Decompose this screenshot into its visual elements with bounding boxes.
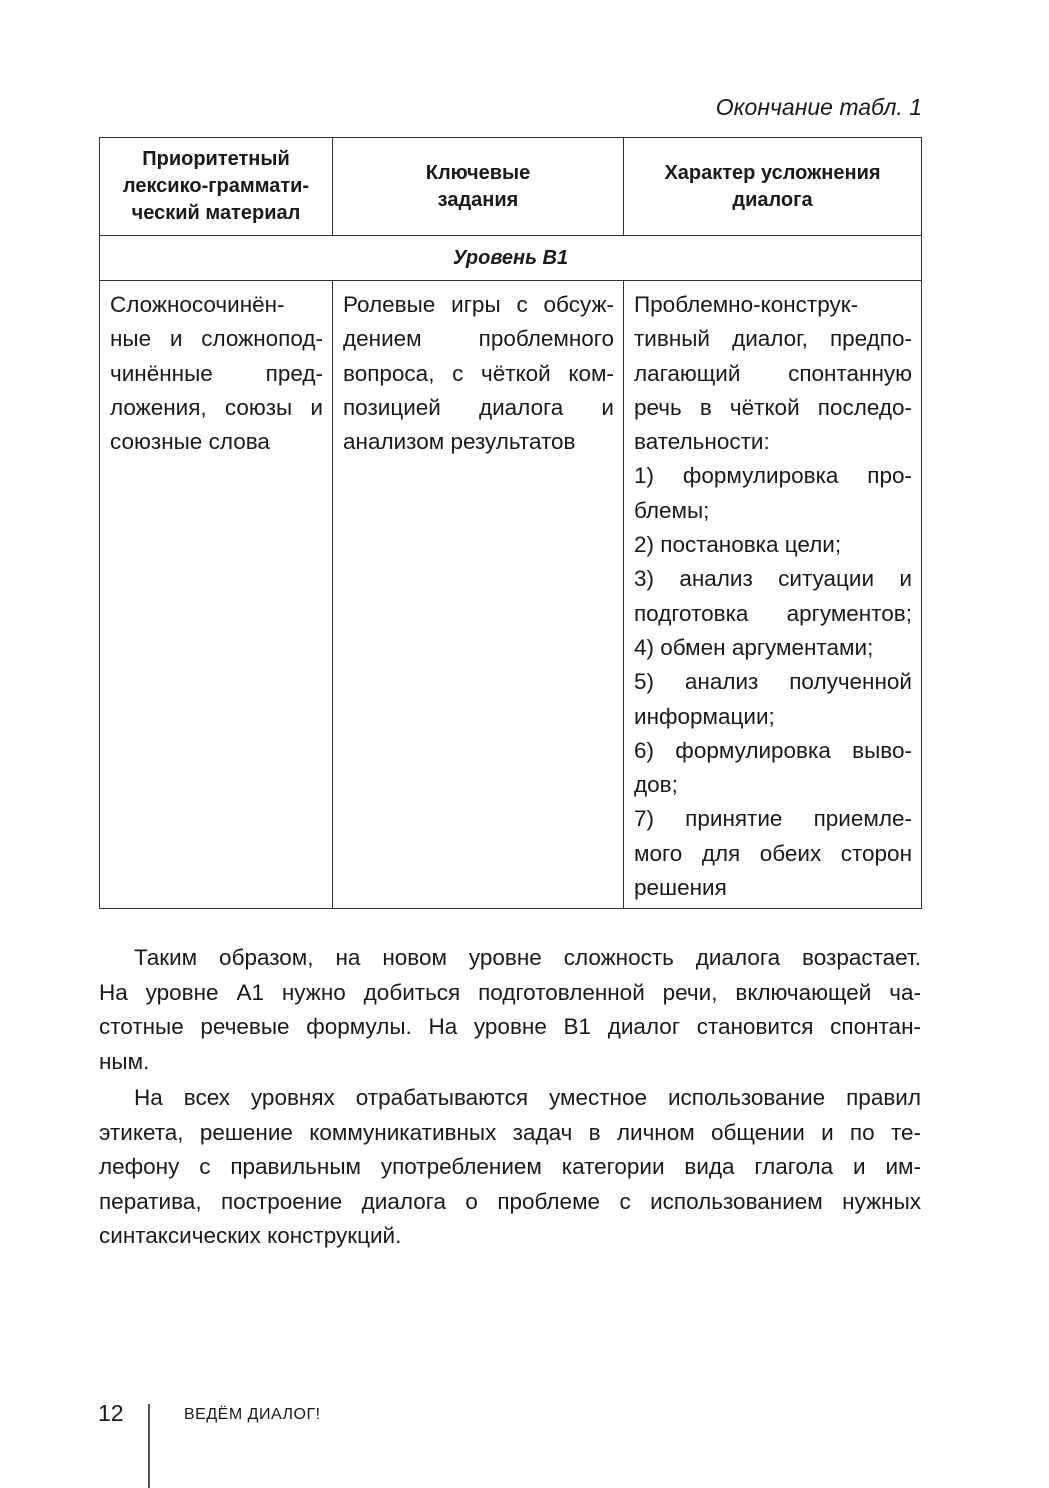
cell-line: 2) постановка цели; (634, 532, 842, 558)
paragraph-line: стотные речевые формулы. На уровне В1 диалог становится спонтан- (99, 1014, 921, 1040)
cell-line: вательности: (634, 429, 770, 455)
footer-divider (148, 1404, 150, 1488)
header-line: Ключевые (425, 161, 531, 184)
paragraph-line: лефону с правильным употреблением категории вида глагола и им- (99, 1154, 921, 1180)
cell-line: 6) формулировка выво- (634, 737, 912, 763)
paragraph-conclusion (99, 941, 921, 1079)
cell-line: дов; (634, 772, 678, 798)
header-line: Характер усложнения (664, 161, 881, 184)
cell-line: чинённые пред- (110, 360, 323, 386)
cell-line: Ролевые игры с обсуж- (343, 292, 614, 317)
header-material (100, 138, 333, 236)
cell-line: ложения, союзы и (110, 394, 323, 420)
cell-line: подготовка аргументов; (634, 600, 912, 626)
cell-line: позицией диалога и (343, 394, 614, 420)
running-title: ВЕДЁМ ДИАЛОГ! (184, 1406, 321, 1423)
table-header-row (100, 138, 922, 236)
header-dialog-complexity (624, 138, 922, 236)
cell-line: решения (634, 875, 727, 901)
paragraph-line: этикета, решение коммуникативных задач в личном общении и по те- (99, 1119, 921, 1145)
header-line: диалога (732, 188, 813, 211)
cell-line: ные и сложнопод- (110, 326, 323, 352)
level-label: Уровень B1 (100, 236, 922, 281)
paragraph-line: синтаксических конструкций. (99, 1223, 402, 1249)
paragraph-line: На уровне А1 нужно добиться подготовленной речи, включающей ча- (99, 979, 921, 1005)
cell-line: лагающий спонтанную (634, 360, 912, 386)
table-body-row (100, 281, 922, 909)
level-row (100, 236, 922, 281)
table-caption: Окончание табл. 1 (715, 94, 922, 120)
header-line: ческий материал (131, 202, 301, 224)
paragraph-line: На всех уровнях отрабатываются уместное использование правил (134, 1085, 921, 1110)
cell-line: союзные слова (110, 429, 270, 455)
cell-line: 4) обмен аргументами; (634, 634, 874, 660)
paragraph-line: ным. (99, 1048, 150, 1074)
cell-line: 1) формулировка про- (634, 463, 912, 489)
cell-line: анализом результатов (343, 429, 576, 455)
header-tasks (333, 138, 624, 236)
paragraph-line: Таким образом, на новом уровне сложность диалога возрастает. (134, 945, 921, 970)
levels-table (99, 137, 922, 909)
cell-line: 7) принятие приемле- (634, 806, 912, 832)
cell-line: речь в чёткой последо- (634, 394, 912, 420)
cell-line: 3) анализ ситуации и (634, 566, 912, 592)
cell-line: тивный диалог, предпо- (634, 326, 912, 352)
cell-line: Проблемно-конструк- (634, 292, 859, 317)
header-line: задания (437, 188, 519, 211)
paragraph-line: ператива, построение диалога о проблеме с использованием нужных (99, 1188, 921, 1214)
header-line: лексико-граммати- (122, 175, 310, 197)
cell-line: дением проблемного (343, 326, 614, 352)
cell-line: информации; (634, 703, 775, 729)
paragraph-all-levels (99, 1081, 921, 1254)
cell-dialog-complexity (624, 281, 922, 909)
header-line: Приоритетный (142, 148, 290, 170)
cell-line: мого для обеих сторон (634, 840, 912, 866)
cell-tasks (333, 281, 624, 909)
cell-line: вопроса, с чёткой ком- (343, 360, 614, 386)
cell-line: Сложносочинён- (110, 292, 285, 317)
page-number: 12 (98, 1400, 124, 1426)
cell-line: блемы; (634, 497, 710, 523)
cell-line: 5) анализ полученной (634, 669, 912, 695)
cell-material (100, 281, 333, 909)
